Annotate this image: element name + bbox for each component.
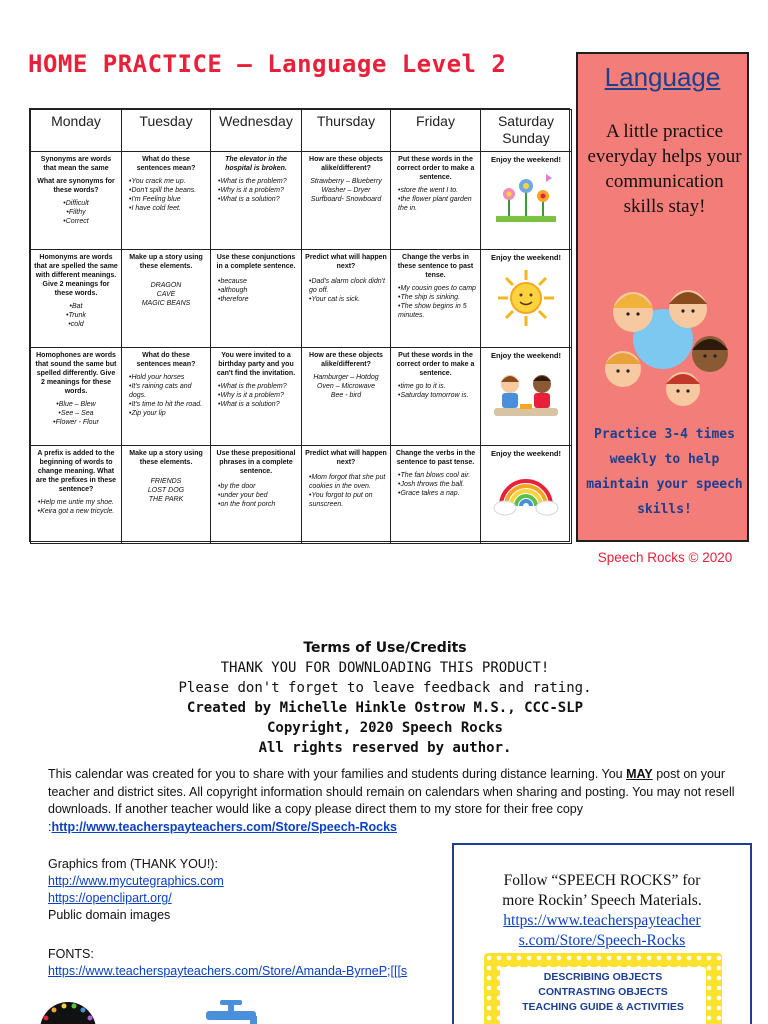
cell-item: • under your bed	[214, 491, 298, 500]
cell-item: • What is a solution?	[214, 400, 298, 409]
terms-thanks: THANK YOU FOR DOWNLOADING THIS PRODUCT!	[220, 660, 550, 676]
cell-item: • Saturday tomorrow is.	[394, 391, 477, 400]
mycutegraphics-link[interactable]: http://www.mycutegraphics.com	[48, 874, 224, 888]
cell-heading: Put these words in the correct order to make a sentence.	[396, 352, 475, 377]
cell-item: • Your cat is sick.	[305, 295, 387, 304]
cell-mon	[31, 152, 122, 250]
page-title: HOME PRACTICE – Language Level 2	[28, 50, 507, 78]
promo-line: TEACHING GUIDE & ACTIVITIES	[522, 1001, 684, 1013]
follow-link-part-1: https://www.teacherspayteacher	[503, 912, 701, 929]
cell-item: Bee - bird	[330, 392, 362, 399]
weekend-label: Enjoy the weekend!	[490, 155, 562, 164]
usage-paragraph	[48, 766, 738, 836]
day-wednesday: Wednesday	[211, 110, 302, 152]
follow-link-part-2: s.com/Store/Speech-Rocks	[518, 932, 686, 949]
cell-item: • Why is it a problem?	[214, 186, 298, 195]
terms-heading: Terms of Use/Credits	[303, 640, 467, 656]
cell-thu	[302, 348, 391, 446]
promo-line: CONTRASTING OBJECTS	[538, 986, 668, 998]
cell-item: Hamburger – Hotdog	[313, 374, 379, 381]
cell-item: • Keira got a new tricycle.	[34, 507, 118, 516]
cell-item: • Dad's alarm clock didn't go off.	[305, 277, 387, 295]
cell-wed	[211, 250, 302, 348]
cell-item: • My cousin goes to camp	[394, 284, 477, 293]
cell-item: • by the door	[214, 482, 298, 491]
cell-item: • You crack me up.	[125, 177, 207, 186]
cell-heading: You were invited to a birthday party and you can't find the invitation.	[216, 352, 296, 377]
graphics-label: Graphics from (THANK YOU!):	[48, 857, 218, 871]
cell-heading: Homophones are words that sound the same but spelled differently. Give 2 meanings for these words.	[35, 352, 117, 395]
cell-item: • It's time to hit the road.	[125, 400, 207, 409]
calendar-week-4	[31, 446, 572, 544]
cell-item: • Help me untie my shoe.	[34, 498, 118, 507]
cell-fri	[391, 152, 481, 250]
cell-heading: Predict what will happen next?	[305, 450, 387, 466]
fonts-label: FONTS:	[48, 947, 94, 961]
sidebar-message: A little practice everyday helps your communication skills stay!	[587, 121, 742, 217]
cell-item: • Don't spill the beans.	[125, 186, 207, 195]
day-weekend	[481, 110, 572, 152]
weekend-label: Enjoy the weekend!	[490, 253, 562, 262]
cell-item: • The ship is sinking.	[394, 293, 477, 302]
cell-item: • The show begins in 5 minutes.	[394, 302, 477, 320]
day-tuesday: Tuesday	[122, 110, 211, 152]
calendar-header-row	[31, 110, 572, 152]
cell-item: • Josh throws the ball.	[394, 480, 477, 489]
calendar-week-1	[31, 152, 572, 250]
follow-line-1: Follow “SPEECH ROCKS” for	[503, 872, 701, 889]
terms-rights: All rights reserved by author.	[258, 740, 512, 756]
cell-item: • Mom forgot that she put cookies in the oven.	[305, 473, 387, 491]
follow-box	[452, 843, 752, 1024]
promo-line: DESCRIBING OBJECTS	[543, 971, 663, 983]
cell-tue	[122, 446, 211, 544]
cell-heading: What do these sentences mean?	[136, 156, 196, 172]
cell-mon	[31, 250, 122, 348]
cell-weekend	[481, 152, 572, 250]
cell-heading: A prefix is added to the beginning of words to change meaning. What are the prefixes in these sentence?	[35, 450, 117, 493]
cell-item: Oven – Microwave	[317, 383, 375, 390]
cell-heading: Make up a story using these elements.	[129, 254, 203, 270]
cell-item: • time go to it is.	[394, 382, 477, 391]
cell-item: • Grace takes a nap.	[394, 489, 477, 498]
day-monday: Monday	[31, 110, 122, 152]
cell-tue	[122, 152, 211, 250]
cell-item: Washer – Dryer	[321, 187, 371, 194]
cell-fri	[391, 446, 481, 544]
cell-item: CAVE	[156, 291, 176, 298]
cell-item: • cold	[34, 320, 118, 329]
cell-heading: What do these sentences mean?	[136, 352, 196, 368]
cell-wed	[211, 446, 302, 544]
sidebar-practice-note: Practice 3-4 times weekly to help maintain your speech skills!	[586, 427, 743, 517]
cell-item: • the flower plant garden the in.	[394, 195, 477, 213]
practice-calendar	[29, 108, 570, 542]
cell-heading: The elevator in the hospital is broken.	[225, 156, 287, 172]
cell-weekend	[481, 250, 572, 348]
promo-text	[500, 967, 706, 1024]
sidebar-title: Language	[604, 62, 721, 92]
cell-item: • What is the problem?	[214, 382, 298, 391]
cell-heading: Use these conjunctions in a complete sentence.	[216, 254, 296, 270]
cell-weekend	[481, 446, 572, 544]
fonts-link[interactable]: https://www.teacherspayteachers.com/Store/Amanda-ByrneP;[[[s	[48, 964, 408, 978]
terms-copyright: Copyright, 2020 Speech Rocks	[266, 720, 503, 736]
cell-heading: Make up a story using these elements.	[129, 450, 203, 466]
cell-item: • Hold your horses	[125, 373, 207, 382]
cell-item: Surfboard- Snowboard	[310, 196, 382, 203]
public-domain-note: Public domain images	[48, 908, 171, 922]
cell-item: • therefore	[214, 295, 298, 304]
terms-feedback: Please don't forget to leave feedback and rating.	[178, 680, 592, 696]
cell-item: LOST DOG	[147, 487, 185, 494]
cell-item: FRIENDS	[150, 478, 182, 485]
cell-item: • Filthy	[34, 208, 118, 217]
usage-text-end: post on your teacher and district sites. All copyright information should remain on calendars when sharing and posting. You may not resell downloads. If another teacher would like a copy please direct them to my store for their free copy :	[48, 767, 735, 834]
day-friday: Friday	[391, 110, 481, 152]
sun-icon	[491, 266, 561, 330]
cell-item: • Blue – Blew	[34, 400, 118, 409]
calendar-week-3	[31, 348, 572, 446]
cell-heading: Predict what will happen next?	[305, 254, 387, 270]
cell-item: • Correct	[34, 217, 118, 226]
day-thursday: Thursday	[302, 110, 391, 152]
cell-heading: Change the verbs in the sentence to past tense.	[395, 450, 476, 466]
cell-tue	[122, 250, 211, 348]
weekend-label: Enjoy the weekend!	[490, 351, 562, 360]
cell-weekend	[481, 348, 572, 446]
usage-text-start: This calendar was created for you to share with your families and students during distance learning. You	[48, 767, 627, 781]
cell-item: • store the went I to.	[394, 186, 477, 195]
cell-mon	[31, 446, 122, 544]
faucet-icon	[196, 998, 266, 1024]
promo-banner	[484, 953, 722, 1024]
follow-line-2: more Rockin’ Speech Materials.	[502, 892, 702, 909]
cell-thu	[302, 446, 391, 544]
cell-heading: How are these objects alike/different?	[309, 352, 383, 368]
cell-item: DRAGON	[150, 282, 182, 289]
children-circle-icon	[588, 264, 738, 414]
language-sidebar	[576, 52, 749, 542]
rainbow-icon	[491, 462, 561, 520]
day-sunday: Sunday	[502, 130, 550, 146]
cell-thu	[302, 152, 391, 250]
cell-item: • The fan blows cool air.	[394, 471, 477, 480]
cell-thu	[302, 250, 391, 348]
cell-item: • You forgot to put on sunscreen.	[305, 491, 387, 509]
cell-fri	[391, 250, 481, 348]
cell-item: • Trunk	[34, 311, 118, 320]
usage-may: MAY	[626, 767, 653, 781]
cell-item: • It's raining cats and dogs.	[125, 382, 207, 400]
colorful-circle-icon	[38, 1000, 98, 1024]
cell-wed	[211, 152, 302, 250]
speech-rocks-credit: Speech Rocks © 2020	[597, 550, 733, 565]
cell-question: What are synonyms for these words?	[37, 178, 115, 194]
cell-item: • I have cold feet.	[125, 204, 207, 213]
cell-heading: Synonyms are words that mean the same	[40, 156, 112, 172]
cell-tue	[122, 348, 211, 446]
openclipart-link[interactable]: https://openclipart.org/	[48, 891, 172, 905]
calendar-week-2	[31, 250, 572, 348]
terms-section	[120, 638, 650, 758]
cell-heading: Put these words in the correct order to make a sentence.	[396, 156, 475, 181]
cell-item: • Flower - Flour	[34, 418, 118, 427]
cell-item: • Why is it a problem?	[214, 391, 298, 400]
cell-item: • although	[214, 286, 298, 295]
graphics-credits	[48, 856, 428, 980]
cell-item: THE PARK	[148, 496, 184, 503]
follow-link[interactable]	[454, 911, 750, 951]
cell-heading: Homonyms are words that are spelled the same with different meanings. Give 2 meanings for these words.	[34, 254, 118, 297]
cell-item: • because	[214, 277, 298, 286]
cell-item: • Zip your lip	[125, 409, 207, 418]
cell-item: • Bat	[34, 302, 118, 311]
kids-playing-icon	[490, 364, 562, 422]
follow-text	[454, 871, 750, 951]
day-saturday: Saturday	[497, 113, 555, 129]
cell-item: Strawberry – Blueberry	[310, 178, 382, 185]
cell-heading: Use these prepositional phrases in a complete sentence.	[216, 450, 296, 475]
weekend-label: Enjoy the weekend!	[490, 449, 562, 458]
flowers-icon	[491, 168, 561, 228]
terms-created: Created by Michelle Hinkle Ostrow M.S., CCC-SLP	[186, 700, 584, 716]
cell-heading: How are these objects alike/different?	[309, 156, 383, 172]
cell-mon	[31, 348, 122, 446]
cell-item: • Difficult	[34, 199, 118, 208]
cell-item: • What is a solution?	[214, 195, 298, 204]
cell-item: • What is the problem?	[214, 177, 298, 186]
cell-item: • See – Sea	[34, 409, 118, 418]
cell-fri	[391, 348, 481, 446]
cell-item: MAGIC BEANS	[141, 300, 191, 307]
cell-item: • on the front porch	[214, 500, 298, 509]
cell-item: • I'm Feeling blue	[125, 195, 207, 204]
store-link[interactable]: http://www.teacherspayteachers.com/Store/Speech-Rocks	[51, 819, 397, 834]
cell-heading: Change the verbs in these sentence to past tense.	[397, 254, 474, 279]
cell-wed	[211, 348, 302, 446]
